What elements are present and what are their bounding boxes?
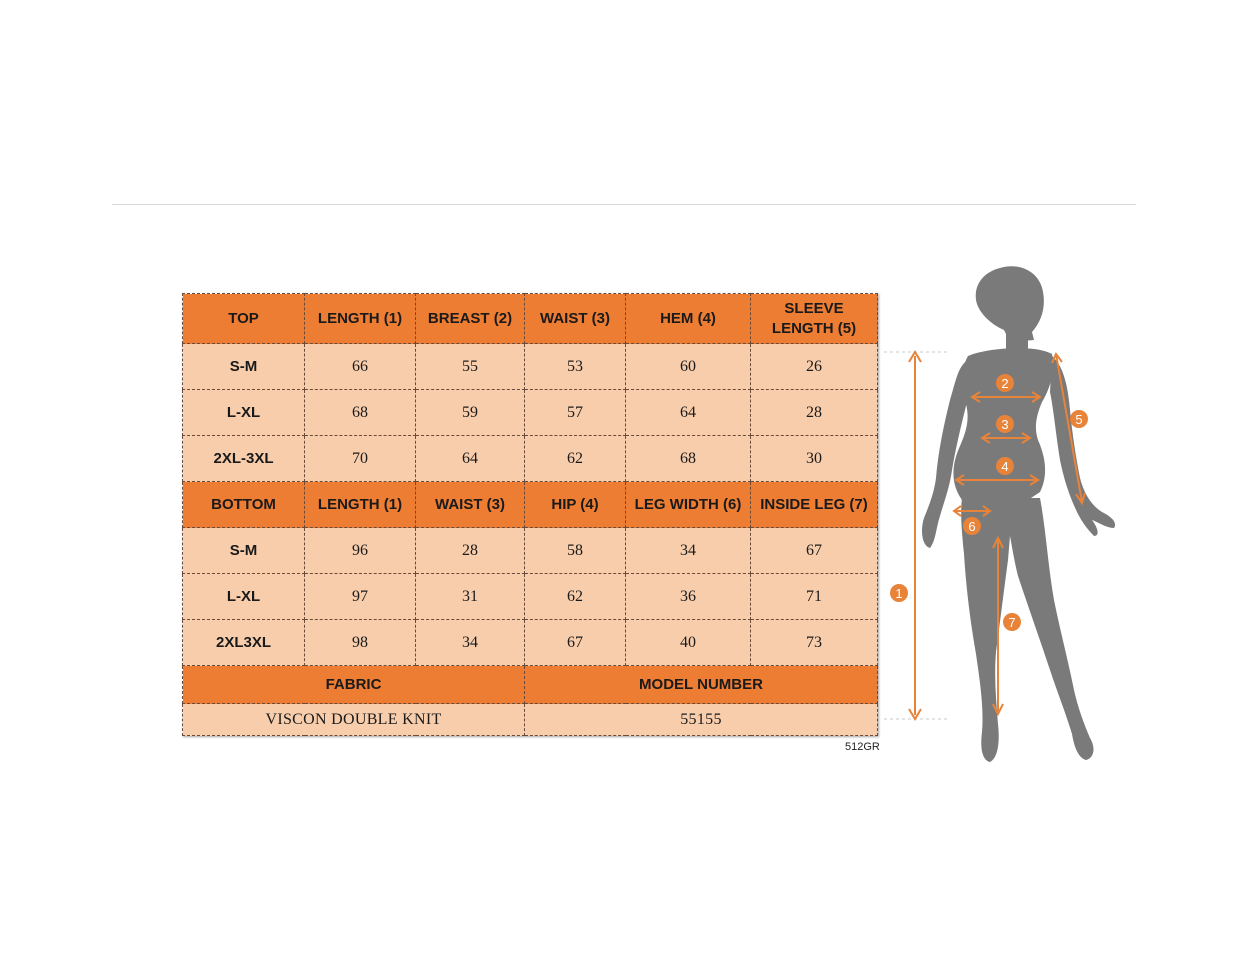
size-label: L-XL bbox=[183, 390, 305, 436]
marker-4 bbox=[996, 457, 1014, 475]
header-cell: BOTTOM bbox=[183, 482, 305, 528]
header-cell: HIP (4) bbox=[525, 482, 626, 528]
product-code: 512GR bbox=[845, 741, 880, 753]
table-cell: 64 bbox=[626, 390, 751, 436]
size-label: L-XL bbox=[183, 574, 305, 620]
table-cell: 60 bbox=[626, 344, 751, 390]
table-cell: 30 bbox=[751, 436, 878, 482]
svg-text:1: 1 bbox=[895, 586, 903, 601]
table-cell: 58 bbox=[525, 528, 626, 574]
fabric-label: FABRIC bbox=[183, 666, 525, 704]
table-cell: 40 bbox=[626, 620, 751, 666]
female-silhouette bbox=[922, 266, 1115, 762]
svg-text:2: 2 bbox=[1001, 376, 1009, 391]
size-label: 2XL-3XL bbox=[183, 436, 305, 482]
table-cell: 97 bbox=[305, 574, 416, 620]
marker-7 bbox=[1003, 613, 1021, 631]
svg-text:4: 4 bbox=[1001, 459, 1009, 474]
table-cell: 98 bbox=[305, 620, 416, 666]
table-cell: 68 bbox=[626, 436, 751, 482]
table-cell: 26 bbox=[751, 344, 878, 390]
table-cell: 53 bbox=[525, 344, 626, 390]
marker-3 bbox=[996, 415, 1014, 433]
table-cell: 96 bbox=[305, 528, 416, 574]
header-cell: WAIST (3) bbox=[416, 482, 525, 528]
size-label: S-M bbox=[183, 344, 305, 390]
model-number-label: MODEL NUMBER bbox=[525, 666, 878, 704]
table-cell: 67 bbox=[751, 528, 878, 574]
length-indicator bbox=[884, 352, 948, 719]
header-cell: LENGTH (1) bbox=[305, 482, 416, 528]
table-cell: 36 bbox=[626, 574, 751, 620]
header-cell: WAIST (3) bbox=[525, 294, 626, 344]
header-cell: INSIDE LEG (7) bbox=[751, 482, 878, 528]
marker-1 bbox=[890, 584, 908, 602]
size-label: 2XL3XL bbox=[183, 620, 305, 666]
svg-text:3: 3 bbox=[1001, 417, 1009, 432]
size-label: S-M bbox=[183, 528, 305, 574]
table-cell: 31 bbox=[416, 574, 525, 620]
table-cell: 59 bbox=[416, 390, 525, 436]
table-cell: 28 bbox=[751, 390, 878, 436]
header-cell: LENGTH (1) bbox=[305, 294, 416, 344]
table-cell: 62 bbox=[525, 574, 626, 620]
fabric-value: VISCON DOUBLE KNIT bbox=[183, 704, 525, 736]
svg-text:5: 5 bbox=[1075, 412, 1083, 427]
table-cell: 34 bbox=[626, 528, 751, 574]
table-cell: 62 bbox=[525, 436, 626, 482]
table-cell: 55 bbox=[416, 344, 525, 390]
header-cell: LEG WIDTH (6) bbox=[626, 482, 751, 528]
table-cell: 68 bbox=[305, 390, 416, 436]
svg-text:7: 7 bbox=[1008, 615, 1016, 630]
table-cell: 34 bbox=[416, 620, 525, 666]
table-cell: 67 bbox=[525, 620, 626, 666]
table-cell: 71 bbox=[751, 574, 878, 620]
model-number-value: 55155 bbox=[525, 704, 878, 736]
table-cell: 57 bbox=[525, 390, 626, 436]
table-cell: 64 bbox=[416, 436, 525, 482]
header-cell: TOP bbox=[183, 294, 305, 344]
marker-5 bbox=[1070, 410, 1088, 428]
table-cell: 28 bbox=[416, 528, 525, 574]
table-cell: 66 bbox=[305, 344, 416, 390]
header-cell: SLEEVE LENGTH (5) bbox=[751, 294, 878, 344]
header-cell: HEM (4) bbox=[626, 294, 751, 344]
marker-2 bbox=[996, 374, 1014, 392]
svg-text:6: 6 bbox=[968, 519, 976, 534]
header-cell: BREAST (2) bbox=[416, 294, 525, 344]
table-cell: 73 bbox=[751, 620, 878, 666]
marker-6 bbox=[963, 517, 981, 535]
table-cell: 70 bbox=[305, 436, 416, 482]
